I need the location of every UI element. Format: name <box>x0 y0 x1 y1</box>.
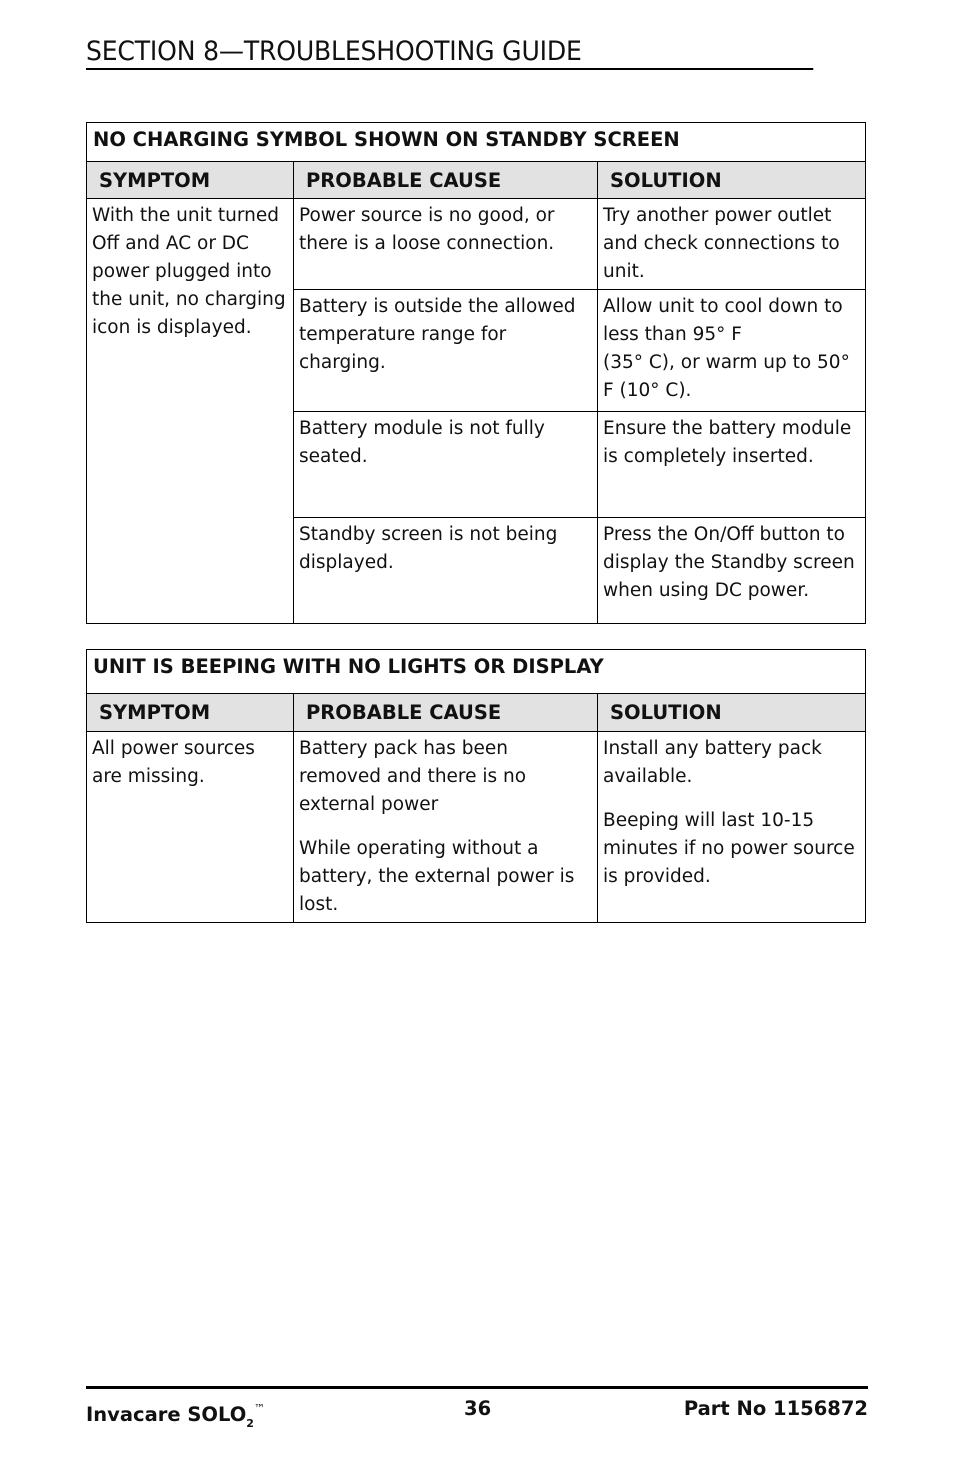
solution-cell: Press the On/Off button to display the Standby screen when using DC power. <box>598 518 866 624</box>
solution-line: (35° C), or warm up to 50° F (10° C). <box>603 352 850 401</box>
cause-cell: Power source is no good, or there is a loose connection. <box>294 199 598 290</box>
page-number: 36 <box>464 1397 492 1420</box>
solution-cell <box>598 732 866 923</box>
solution-paragraph: Beeping will last 10-15 minutes if no power source is provided. <box>603 810 855 887</box>
solution-cell: Try another power outlet and check connections to unit. <box>598 199 866 290</box>
column-header-solution: SOLUTION <box>598 694 866 732</box>
cause-cell: Battery is outside the allowed temperature range for charging. <box>294 290 598 412</box>
solution-cell: Ensure the battery module is completely inserted. <box>598 412 866 518</box>
part-number: Part No 1156872 <box>683 1397 868 1420</box>
product-name: Invacare SOLO <box>86 1403 247 1426</box>
column-header-solution: SOLUTION <box>598 162 866 199</box>
troubleshooting-table-no-charging <box>86 122 866 624</box>
table-row <box>87 199 866 290</box>
solution-cell <box>598 290 866 412</box>
table-title: UNIT IS BEEPING WITH NO LIGHTS OR DISPLAY <box>87 650 866 694</box>
column-header-symptom: SYMPTOM <box>87 694 294 732</box>
footer-product <box>86 1396 265 1437</box>
solution-line: Allow unit to cool down to less than 95° F <box>603 296 843 345</box>
cause-paragraph: While operating without a battery, the external power is lost. <box>299 838 575 915</box>
solution-paragraph: Install any battery pack available. <box>603 738 822 787</box>
column-header-probable-cause: PROBABLE CAUSE <box>294 162 598 199</box>
section-title: SECTION 8—TROUBLESHOOTING GUIDE <box>86 36 813 70</box>
cause-paragraph: Battery pack has been removed and there is no external power <box>299 738 527 815</box>
symptom-cell: All power sources are missing. <box>87 732 294 923</box>
troubleshooting-table-beeping <box>86 649 866 923</box>
symptom-cell: With the unit turned Off and AC or DC power plugged into the unit, no charging icon is displayed. <box>87 199 294 624</box>
cause-cell: Battery module is not fully seated. <box>294 412 598 518</box>
column-header-symptom: SYMPTOM <box>87 162 294 199</box>
column-header-probable-cause: PROBABLE CAUSE <box>294 694 598 732</box>
product-subscript: 2 <box>246 1417 254 1430</box>
cause-cell <box>294 732 598 923</box>
cause-cell: Standby screen is not being displayed. <box>294 518 598 624</box>
footer-rule <box>86 1386 868 1389</box>
table-row <box>87 732 866 923</box>
table-title: NO CHARGING SYMBOL SHOWN ON STANDBY SCREEN <box>87 123 866 162</box>
trademark-symbol: ™ <box>253 1402 265 1415</box>
